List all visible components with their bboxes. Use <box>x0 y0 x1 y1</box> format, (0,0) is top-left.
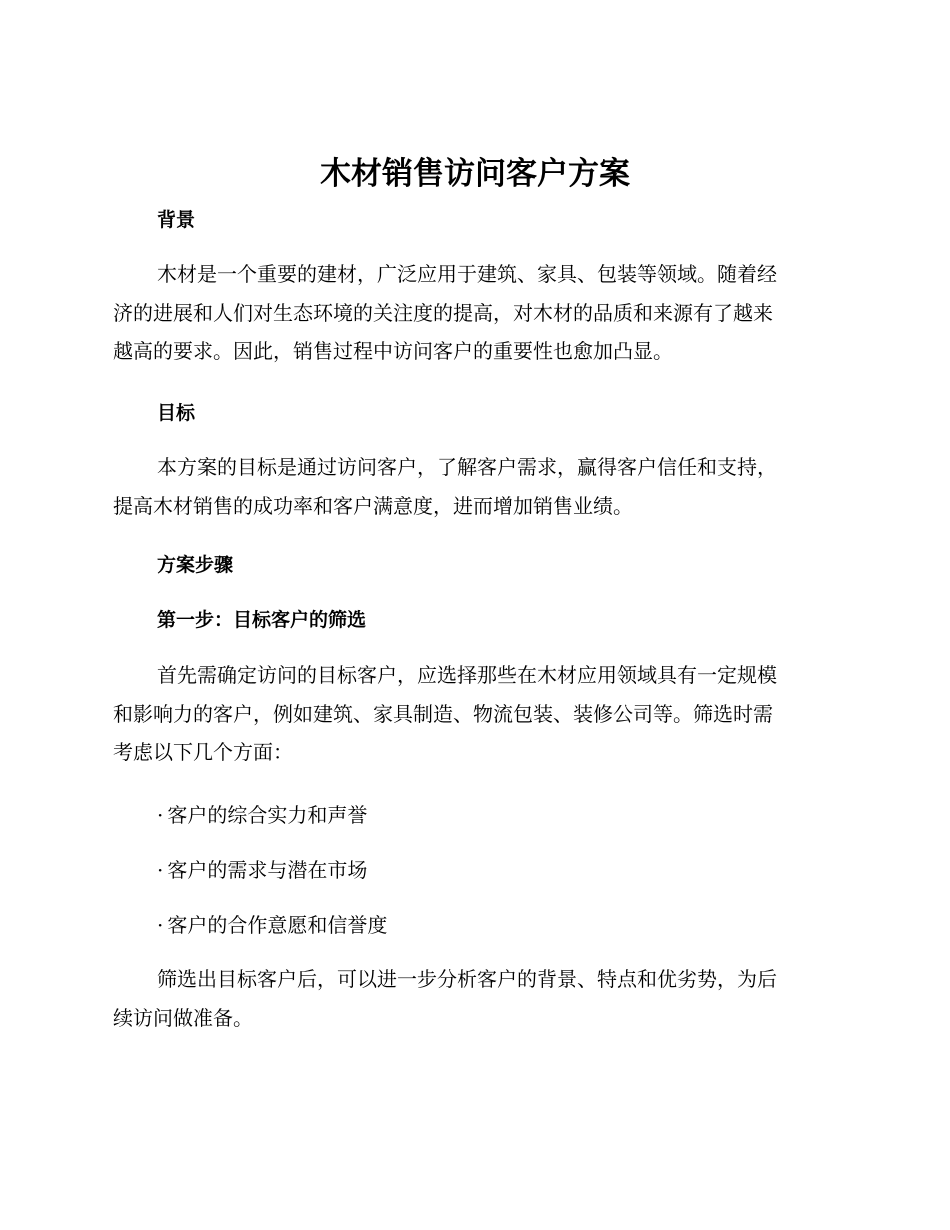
bullet-item <box>157 855 367 885</box>
bullet-item <box>157 800 367 830</box>
bullet-item <box>157 910 387 940</box>
paragraph-line: 考虑以下几个方面： <box>113 740 293 764</box>
goal-paragraph <box>113 448 833 525</box>
paragraph-line: 本方案的目标是通过访问客户，了解客户需求，赢得客户信任和支持， <box>157 455 777 479</box>
background-paragraph <box>113 255 833 371</box>
paragraph-line: 木材是一个重要的建材，广泛应用于建筑、家具、包装等领域。随着经 <box>157 262 777 286</box>
bullet-text: 客户的需求与潜在市场 <box>167 858 368 882</box>
bullet-text: 客户的综合实力和声誉 <box>167 803 368 827</box>
step1-heading: 第一步：目标客户的筛选 <box>157 609 367 631</box>
section-heading-steps: 方案步骤 <box>157 554 234 576</box>
bullet-dot-icon: · <box>157 913 164 937</box>
paragraph-line: 越高的要求。因此，销售过程中访问客户的重要性也愈加凸显。 <box>113 339 673 363</box>
section-heading-goal: 目标 <box>157 402 196 424</box>
paragraph-line: 续访问做准备。 <box>113 1005 253 1030</box>
section-heading-background: 背景 <box>157 209 196 231</box>
step1-intro-paragraph <box>113 656 833 772</box>
paragraph-line: 提高木材销售的成功率和客户满意度，进而增加销售业绩。 <box>113 493 633 518</box>
paragraph-line: 筛选出目标客户后，可以进一步分析客户的背景、特点和优劣势，为后 <box>157 967 777 991</box>
bullet-dot-icon: · <box>157 803 164 827</box>
paragraph-line: 济的进展和人们对生态环境的关注度的提高，对木材的品质和来源有了越来 <box>113 300 773 325</box>
paragraph-line: 首先需确定访问的目标客户，应选择那些在木材应用领域具有一定规模 <box>157 663 777 687</box>
bullet-dot-icon: · <box>157 858 164 882</box>
bullet-text: 客户的合作意愿和信誉度 <box>167 913 388 937</box>
step1-outro-paragraph <box>113 960 833 1037</box>
document-title: 木材销售访问客户方案 <box>320 156 630 192</box>
paragraph-line: 和影响力的客户，例如建筑、家具制造、物流包装、装修公司等。筛选时需 <box>113 701 773 726</box>
